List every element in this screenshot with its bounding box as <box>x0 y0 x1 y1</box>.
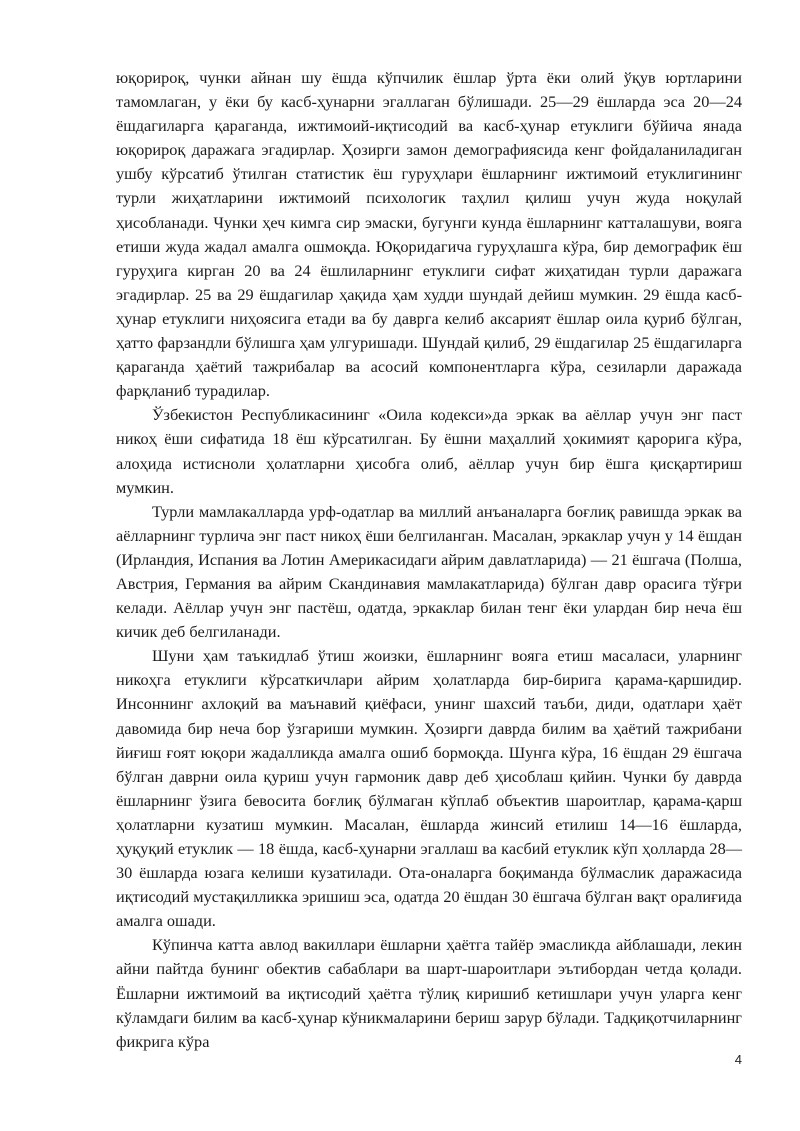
document-body <box>116 66 742 1054</box>
paragraph-maturity: Шуни ҳам таъкидлаб ўтиш жоизки, ёшларнинг вояга етиш масаласи, уларнинг никоҳга етуклиги кўрсаткичлари айрим ҳолатларда бир-бирига қарама-қаршидир. Инсоннинг ахлоқий ва маънавий қиёфаси, унинг шахсий таъби, диди, одатлари ҳаёт давомида бир неча бор ўзгариши мумкин. Ҳозирги даврда билим ва ҳаётий тажрибани йиғиш ғоят юқори жадалликда амалга ошиб бормоқда. Шунга кўра, 16 ёшдан 29 ёшгача бўлган даврни оила қуриш учун гармоник давр деб ҳисоблаш қийин. Чунки бу даврда ёшларнинг ўзига бевосита боғлиқ бўлмаган кўплаб объектив шароитлар, қарама-қарш ҳолатларни кузатиш мумкин. Масалан, ёшларда жинсий етилиш 14—16 ёшларда, ҳуқуқий етуклик — 18 ёшда, касб-ҳунарни эгаллаш ва касбий етуклик кўп ҳолларда 28—30 ёшларда юзага келиши кузатилади. Ота-оналарга боқиманда бўлмаслик даражасида иқтисодий мустақилликка эришиш эса, одатда 20 ёшдан 30 ёшгача бўлган вақт оралиғида амалга ошади. <box>116 646 742 931</box>
paragraph-older-generation: Кўпинча катта авлод вакиллари ёшларни ҳаётга тайёр эмасликда айблашади, лекин айни пайтда бунинг обектив сабаблари ва шарт-шароитлари эътибордан четда қолади. Ёшларни ижтимоий ва иқтисодий ҳаётга тўлиқ киришиб кетишлари учун уларга кенг кўламдаги билим ва касб-ҳунар кўникмаларини бериш зарур бўлади. Тадқиқотчиларнинг фикрига кўра <box>116 935 742 1051</box>
paragraph-countries: Турли мамлакалларда урф-одатлар ва миллий анъаналарга боғлиқ равишда эркак ва аёлларнинг турлича энг паст никоҳ ёши белгиланган. Масалан, эркаклар учун у 14 ёшдан (Ирландия, Испания ва Лотин Америкасидаги айрим давлатларида) — 21 ёшгача (Полша, Австрия, Германия ва айрим Скандинавия мамлакатларида) бўлган давр орасига тўғри келади. Аёллар учун энг пастёш, одатда, эркаклар билан тенг ёки улардан бир неча ёш кичик деб белгиланади. <box>116 501 742 642</box>
page-number: 4 <box>734 1052 742 1067</box>
paragraph-family-code: Ўзбекистон Республикасининг «Оила кодекси»да эркак ва аёллар учун энг паст никоҳ ёши сифатида 18 ёш кўрсатилган. Бу ёшни маҳаллий ҳокимият қарорига кўра, алоҳида истисноли ҳолатларни ҳисобга олиб, аёллар учун бир ёшга қисқартириш мумкин. <box>116 405 742 497</box>
paragraph-continuation: юқорироқ, чунки айнан шу ёшда кўпчилик ёшлар ўрта ёки олий ўқув юртларини тамомлаган, у ёки бу касб-ҳунарни эгаллаган бўлишади. 25—29 ёшларда эса 20—24 ёшдагиларга қараганда, ижтимоий-иқтисодий ва касб-ҳунар етуклиги бўйича янада юқорироқ даражага эгадирлар. Ҳозирги замон демографиясида кенг фойдаланиладиган ушбу кўрсатиб ўтилган статистик ёш гуруҳлари ёшларнинг ижтимоий етуклигининг турли жиҳатларини ижтимоий психологик таҳлил қилиш учун жуда ноқулай ҳисобланади. Чунки ҳеч кимга сир эмаски, бугунги кунда ёшларнинг катталашуви, вояга етиши жуда жадал амалга ошмоқда. Юқоридагича гуруҳлашга кўра, бир демографик ёш гуруҳига кирган 20 ва 24 ёшлиларнинг етуклиги сифат жиҳатидан турли даражага эгадирлар. 25 ва 29 ёшдагилар ҳақида ҳам худди шундай дейиш мумкин. 29 ёшда касб-ҳунар етуклиги ниҳоясига етади ва бу даврга келиб аксарият ёшлар оила қуриб бўлган, ҳатто фарзандли бўлишга ҳам улгуришади. Шундай қилиб, 29 ёшдагилар 25 ёшдагиларга қараганда ҳаётий тажрибалар ва асосий компонентларга кўра, сезиларли даражада фарқланиб турадилар. <box>116 68 742 401</box>
